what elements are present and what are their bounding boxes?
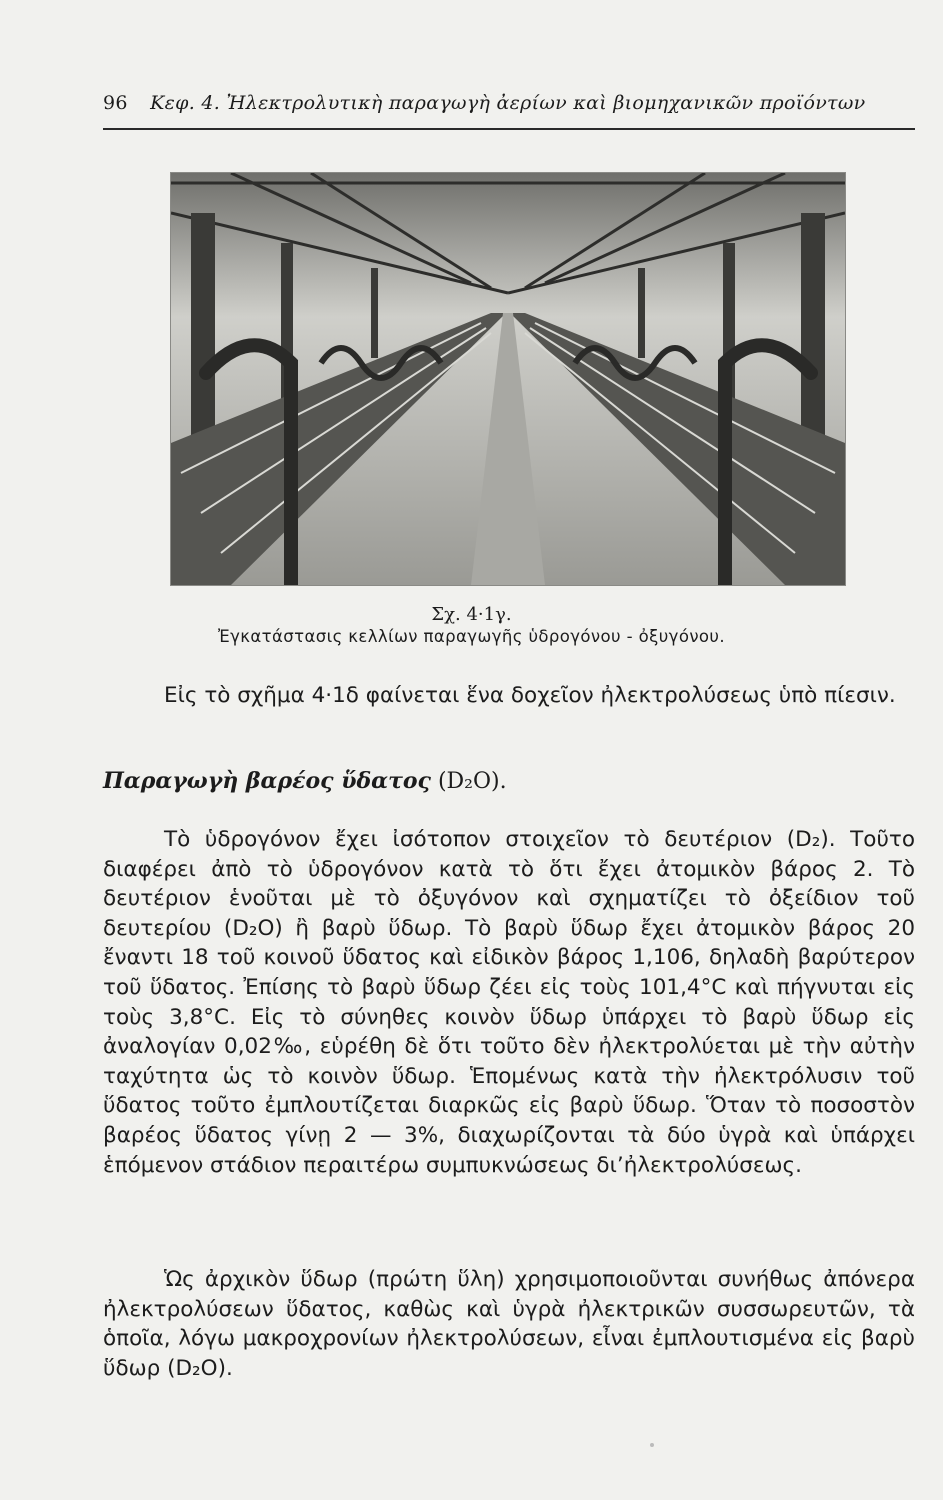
print-speck (650, 1443, 654, 1447)
figure-caption: Ἐγκατάστασις κελλίων παραγωγῆς ὑδρογόνου - ὀξυγόνου. (217, 627, 726, 646)
paragraph: Εἰς τὸ σχῆμα 4·1δ φαίνεται ἕνα δοχεῖον ἠλεκτρολύσεως ὑπὸ πίεσιν. (164, 683, 896, 708)
figure-number: Σχ. 4·1γ. (431, 604, 512, 625)
running-header (103, 92, 915, 114)
electrolysis-hall-illustration (171, 173, 845, 585)
header-rule (103, 128, 915, 130)
paragraph: Ὡς ἀρχικὸν ὕδωρ (πρώτη ὕλη) χρησιμοποιοῦνται συνήθως ἀπόνερα ἠλεκτρολύσεων ὕδατος, καθὼς καὶ ὑγρὰ ἠλεκτρικῶν συσσωρευτῶν, τὰ ὁποῖα, λόγω μακροχρονίων ἠλεκτρολύσεων, εἶναι ἐμπλουτισμένα εἰς βαρὺ ὕδωρ (D₂O). (103, 1267, 915, 1381)
factory-photo (170, 172, 846, 586)
page-number: 96 (103, 92, 128, 114)
paragraph: Τὸ ὑδρογόνον ἔχει ἰσότοπον στοιχεῖον τὸ δευτέριον (D₂). Τοῦτο διαφέρει ἀπὸ τὸ ὑδρογόνον κατὰ τὸ ὅτι ἔχει ἀτομικὸν βάρος 2. Τὸ δευτέριον ἑνοῦται μὲ τὸ ὀξυγόνον καὶ σχηματίζει τὸ ὀξείδιον τοῦ δευτερίου (D₂O) ἢ βαρὺ ὕδωρ. Τὸ βαρὺ ὕδωρ ἔχει ἀτομικὸν βάρος 20 ἔναντι 18 τοῦ κοινοῦ ὕδατος καὶ εἰδικὸν βάρος 1,106, δηλαδὴ βαρύτερον τοῦ ὕδατος. Ἐπίσης τὸ βαρὺ ὕδωρ ζέει εἰς τοὺς 101,4°C καὶ πήγνυται εἰς τοὺς 3,8°C. Εἰς τὸ σύνηθες κοινὸν ὕδωρ ὑπάρχει τὸ βαρὺ ὕδωρ εἰς ἀναλογίαν 0,02‰, εὑρέθη δὲ ὅτι τοῦτο δὲν ἠλεκτρολύεται μὲ τὴν αὐτὴν ταχύτητα ὡς τὸ κοινὸν ὕδωρ. Ἑπομένως κατὰ τὴν ἠλεκτρόλυσιν τοῦ ὕδατος τοῦτο ἐμπλουτίζεται διαρκῶς εἰς βαρὺ ὕδωρ. Ὅταν τὸ ποσοστὸν βαρέος ὕδατος γίνῃ 2 — 3%, διαχωρίζονται τὰ δύο ὑγρὰ καὶ ὑπάρχει ἑπόμενον στάδιον περαιτέρω συμπυκνώσεως δι’ἠλεκτρολύσεως. (103, 827, 915, 1178)
section-heading (103, 768, 915, 794)
section-formula: (D₂O). (437, 769, 507, 794)
chapter-title: Κεφ. 4. Ἠλεκτρολυτικὴ παραγωγὴ ἀερίων καὶ βιομηχανικῶν προϊόντων (150, 92, 866, 114)
section-title: Παραγωγὴ βαρέος ὕδατος (103, 768, 431, 794)
